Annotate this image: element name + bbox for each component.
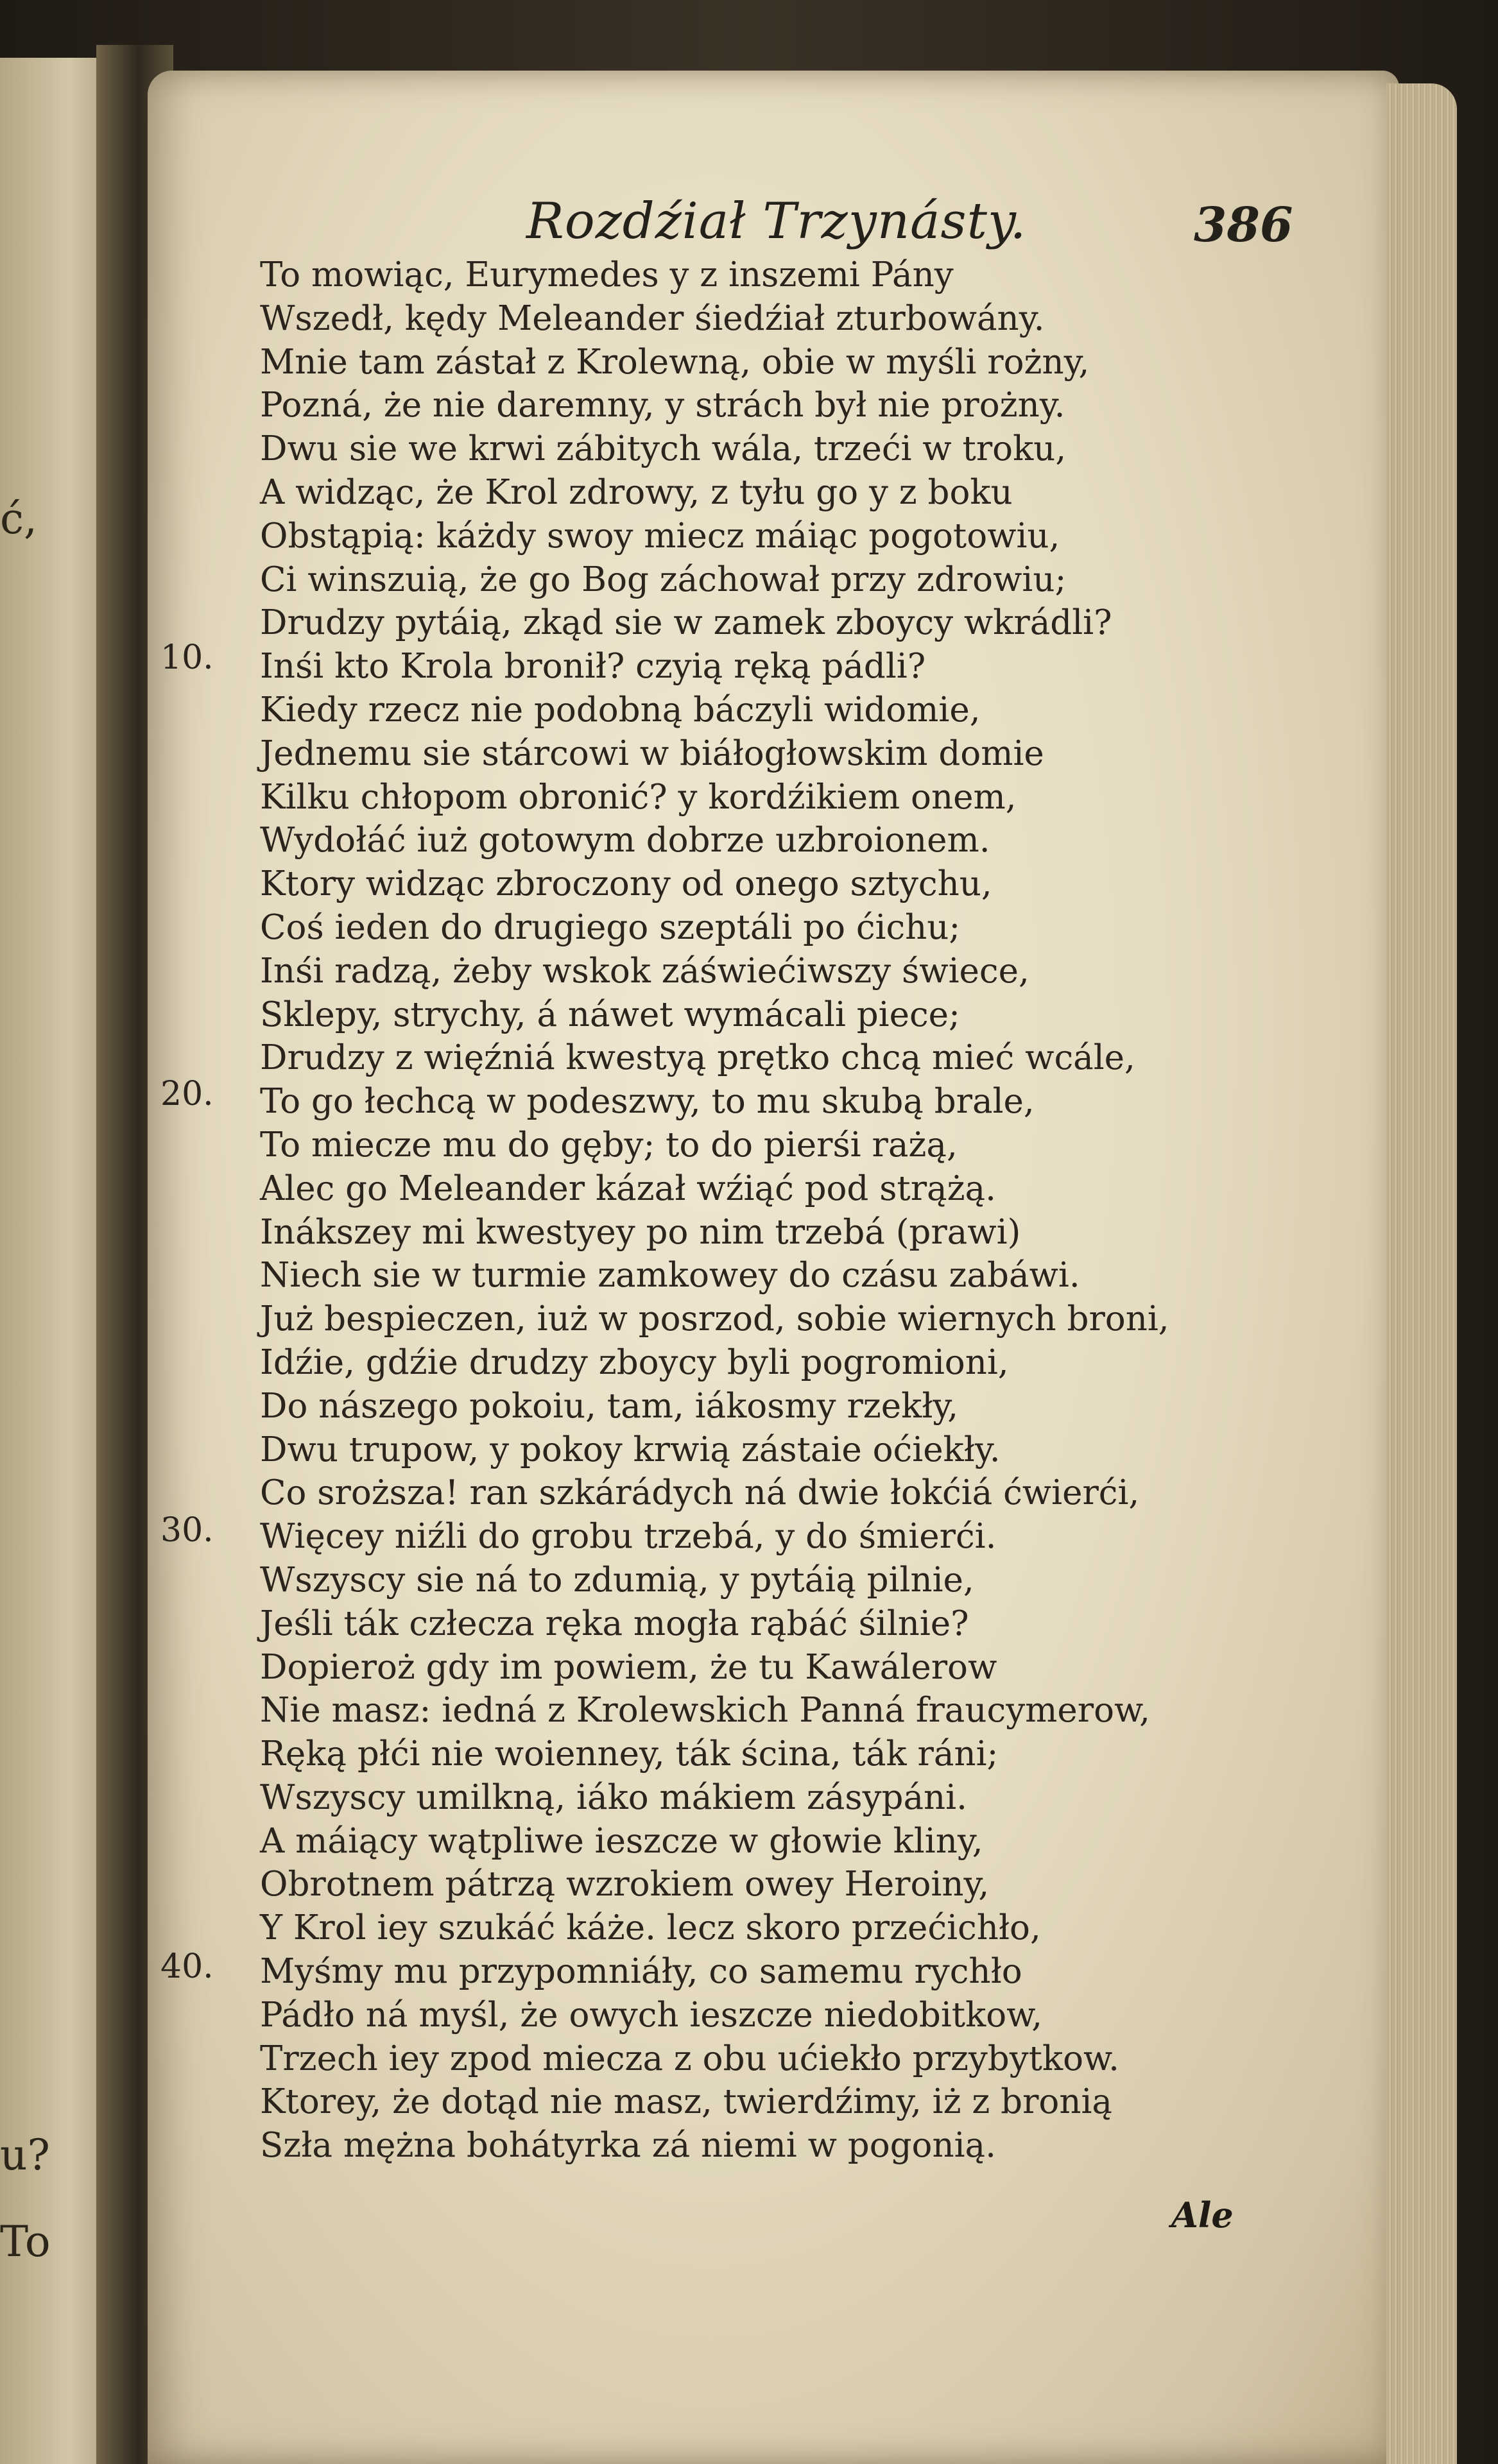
verse-line: Inśi radzą, żeby wskok záświećiwszy świece, (260, 951, 1029, 991)
page-number: 386 (1194, 198, 1293, 253)
left-margin-fragment: ć, (0, 494, 37, 543)
verse-line: Jednemu sie stárcowi w biáłogłowskim domie (260, 733, 1044, 773)
left-margin-fragment: u? (0, 2130, 50, 2180)
verse-line: Dwu sie we krwi zábitych wála, trzeći w troku, (260, 429, 1067, 469)
line-number: 30. (160, 1511, 214, 1550)
verse-line: To go łechcą w podeszwy, to mu skubą brale, (260, 1082, 1035, 1122)
verse-line: Pozná, że nie daremny, y strách był nie prożny. (260, 386, 1065, 425)
verse-line: Drudzy pytáią, zkąd sie w zamek zboycy wkrádli? (260, 603, 1112, 643)
verse-line: Nie masz: iedná z Krolewskich Panná fraucymerow, (260, 1691, 1150, 1731)
verse-line: Dwu trupow, y pokoy krwią zástaie oćiekły. (260, 1430, 1001, 1469)
verse-line: Inákszey mi kwestyey po nim trzebá (prawi) (260, 1212, 1021, 1252)
verse-line: Ktory widząc zbroczony od onego sztychu, (260, 864, 992, 904)
verse-line: Co sroższa! ran szkárádych ná dwie łokćiá ćwierći, (260, 1473, 1140, 1513)
verse-line: Ci winszuią, że go Bog záchował przy zdrowiu; (260, 560, 1067, 599)
line-number: 40. (160, 1947, 214, 1986)
verse-line: Alec go Meleander kázał wźiąć pod strążą. (260, 1168, 997, 1208)
verse-line: Idźie, gdźie drudzy zboycy byli pogromioni, (260, 1342, 1009, 1382)
verse-line: Ktorey, że dotąd nie masz, twierdźimy, iż z bronią (260, 2082, 1113, 2122)
verse-line: Wszedł, kędy Meleander śiedźiał zturbowány. (260, 298, 1045, 338)
page-edges (1386, 83, 1457, 2464)
verse-line: Kilku chłopom obronić? y kordźikiem onem, (260, 777, 1017, 817)
verse-line: Coś ieden do drugiego szeptáli po ćichu; (260, 907, 961, 947)
verse-line: Ręką płći nie woienney, ták ścina, ták ráni; (260, 1734, 999, 1774)
verse-line: A widząc, że Krol zdrowy, z tyłu go y z boku (260, 472, 1013, 512)
verse-line: A máiący wątpliwe ieszcze w głowie kliny, (260, 1821, 983, 1861)
verse-line: To miecze mu do gęby; to do pierśi rażą, (260, 1125, 958, 1165)
verse-line: Inśi kto Krola bronił? czyią ręką pádli? (260, 647, 926, 687)
line-number: 10. (160, 638, 214, 677)
left-margin-fragment: To (0, 2217, 51, 2266)
verse-line: Kiedy rzecz nie podobną báczyli widomie, (260, 690, 981, 730)
verse-line: Dopieroż gdy im powiem, że tu Kawálerow (260, 1647, 997, 1687)
verse-line: Jeśli ták człecza ręka mogła rąbáć śilnie? (260, 1604, 969, 1643)
verse-line: Mnie tam zástał z Krolewną, obie w myśli rożny, (260, 342, 1090, 382)
verse-line: Więcey niźli do grobu trzebá, y do śmierći. (260, 1517, 997, 1557)
verse-line: Szła mężna bohátyrka zá niemi w pogonią. (260, 2126, 996, 2166)
verse-line: Sklepy, strychy, á náwet wymácali piece; (260, 995, 960, 1034)
poem-body (260, 253, 1235, 2168)
running-title: Rozdźiał Trzynásty. (526, 193, 1027, 250)
verse-line: Obrotnem pátrzą wzrokiem owey Heroiny, (260, 1865, 990, 1904)
verse-line: Wszyscy sie ná to zdumią, y pytáią pilnie, (260, 1560, 974, 1600)
verse-line: Obstąpią: káżdy swoy miecz máiąc pogotowiu, (260, 516, 1060, 556)
catchword: Ale (1171, 2194, 1234, 2236)
verse-line: To mowiąc, Eurymedes y z inszemi Pány (260, 255, 954, 295)
line-number: 20. (160, 1075, 214, 1113)
verse-line: Pádło ná myśl, że owych ieszcze niedobitkow, (260, 1995, 1043, 2035)
verse-line: Do nászego pokoiu, tam, iákosmy rzekły, (260, 1386, 959, 1426)
verse-line: Wydołáć iuż gotowym dobrze uzbroionem. (260, 821, 990, 860)
verse-line: Trzech iey zpod miecza z obu ućiekło przybytkow. (260, 2039, 1119, 2078)
verse-line: Niech sie w turmie zamkowey do czásu zabáwi. (260, 1256, 1080, 1296)
verse-line: Już bespieczen, iuż w posrzod, sobie wiernych broni, (260, 1299, 1169, 1339)
verse-line: Y Krol iey szukáć káże. lecz skoro przećichło, (260, 1908, 1041, 1948)
verse-line: Myśmy mu przypomniáły, co samemu rychło (260, 1952, 1022, 1992)
verse-line: Wszyscy umilkną, iáko mákiem zásypáni. (260, 1777, 967, 1817)
verse-line: Drudzy z więźniá kwestyą prętko chcą mieć wcále, (260, 1038, 1135, 1078)
